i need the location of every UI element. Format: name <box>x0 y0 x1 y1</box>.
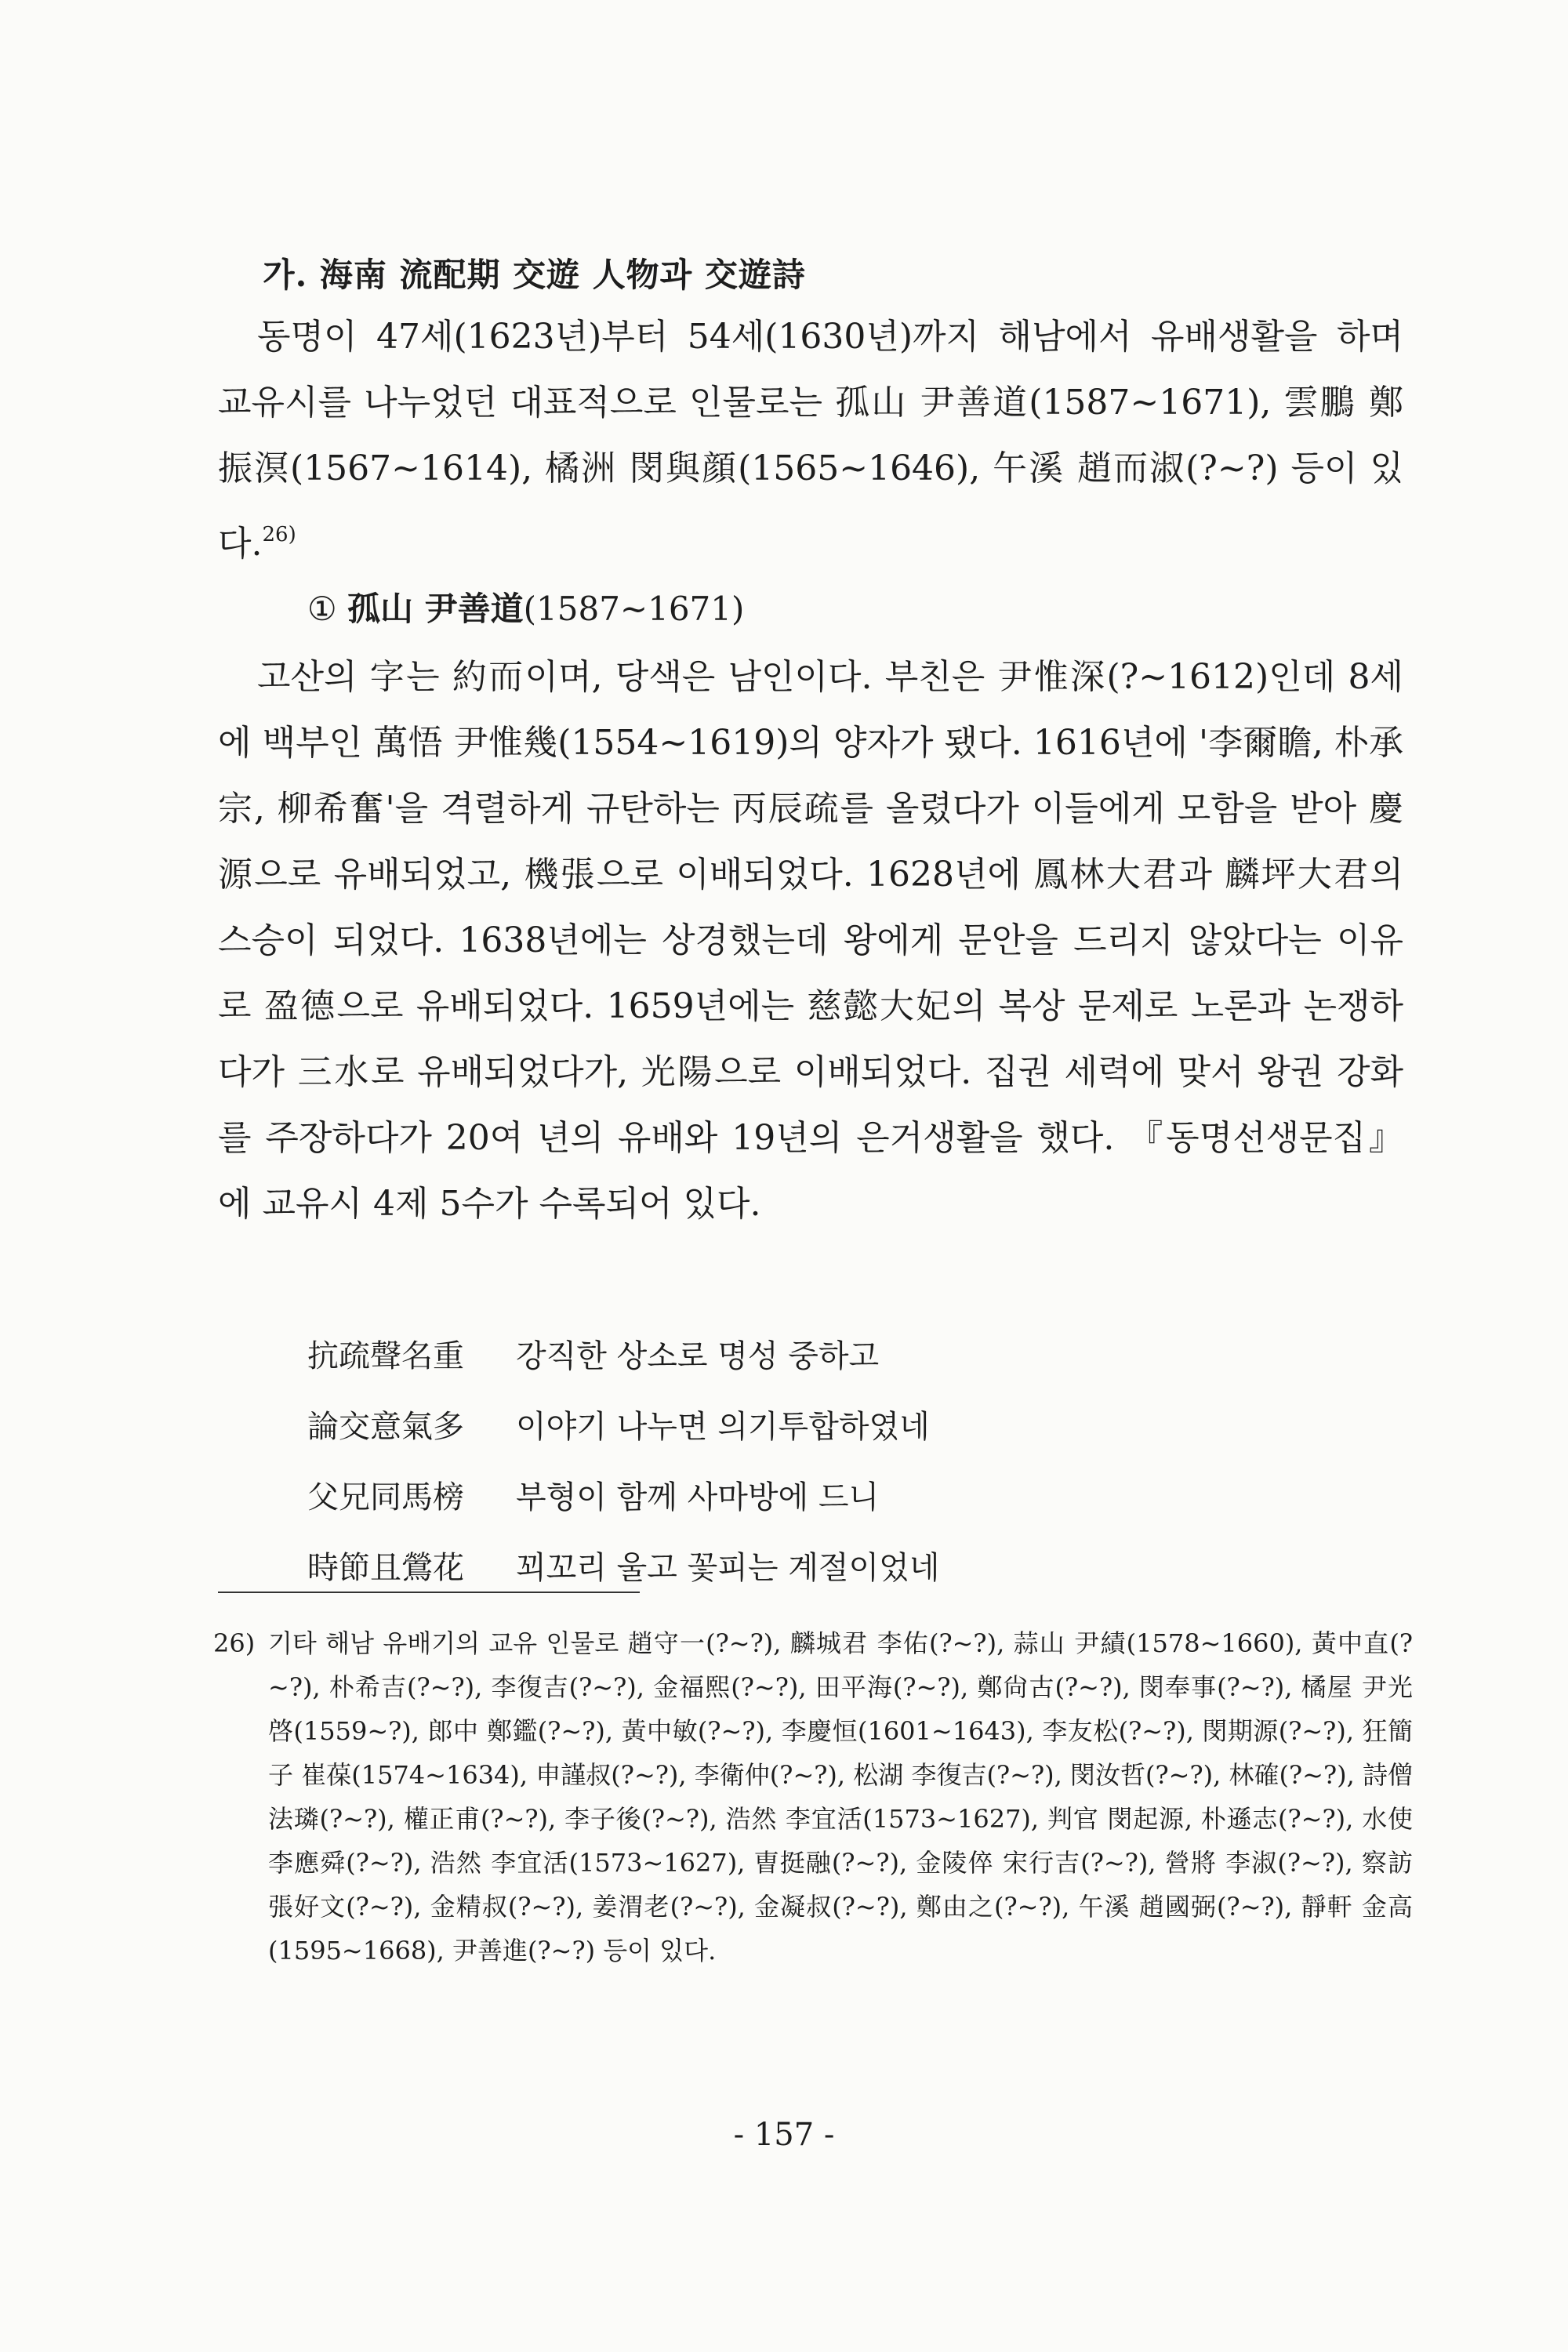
poem-line <box>307 1402 1221 1472</box>
person-paragraph: 고산의 字는 約而이며, 당색은 남인이다. 부친은 尹惟深(?~1612)인데 8세에 백부인 萬悟 尹惟幾(1554~1619)의 양자가 됐다. 1616년에 '李爾瞻, 朴承宗, 柳希奮'을 격렬하게 규탄하는 丙辰疏를 올렸다가 이들에게 모함을 받아 慶源으로 유배되었고, 機張으로 이배되었다. 1628년에 鳳林大君과 麟坪大君의 스승이 되었다. 1638년에는 상경했는데 왕에게 문안을 드리지 않았다는 이유로 盈德으로 유배되었다. 1659년에는 慈懿大妃의 복상 문제로 노론과 논쟁하다가 三水로 유배되었다가, 光陽으로 이배되었다. 집권 세력에 맞서 왕권 강화를 주장하다가 20여 년의 유배와 19년의 은거생활을 했다. 『동명선생문집』에 교유시 4제 5수가 수록되어 있다. <box>218 657 1403 1224</box>
poem-line <box>307 1331 1221 1402</box>
poem-line <box>307 1472 1221 1543</box>
footnote-divider <box>218 1592 640 1593</box>
section-heading: 가. 海南 流配期 交遊 人物과 交遊詩 <box>263 256 806 294</box>
poem-translation: 꾀꼬리 울고 꽃피는 계절이었네 <box>516 1550 940 1586</box>
poem-translation: 강직한 상소로 명성 중하고 <box>516 1338 880 1374</box>
footnote-ref: 26) <box>262 523 296 546</box>
person-heading-name: 孤山 尹善道 <box>347 590 524 628</box>
footnote-number: 26) <box>213 1628 256 1658</box>
poem-hanja: 時節且鶯花 <box>307 1550 464 1586</box>
poem-line <box>307 1543 1221 1613</box>
person-heading-years: (1587~1671) <box>523 590 745 628</box>
footnote-text: 기타 해남 유배기의 교유 인물로 趙守一(?~?), 麟城君 李佑(?~?), 蒜山 尹績(1578~1660), 黃中直(?~?), 朴希吉(?~?), 李復吉(?~?), 金福熙(?~?), 田平海(?~?), 鄭尙古(?~?), 閔奉事(?~?), 橘屋 尹光啓(1559~?), 郎中 鄭鑑(?~?), 黃中敏(?~?), 李慶恒(1601~1643), 李友松(?~?), 閔期源(?~?), 狂簡子 崔葆(1574~1634), 申謹叔(?~?), 李衛仲(?~?), 松湖 李復吉(?~?), 閔汝哲(?~?), 林確(?~?), 詩僧 法璘(?~?), 權正甫(?~?), 李子後(?~?), 浩然 李宜活(1573~1627), 判官 閔起源, 朴遜志(?~?), 水使 李應舜(?~?), 浩然 李宜活(1573~1627), 曺挺融(?~?), 金陵倅 宋行吉(?~?), 營將 李淑(?~?), 察訪 張好文(?~?), 金精叔(?~?), 姜渭老(?~?), 金凝叔(?~?), 鄭由之(?~?), 午溪 趙國弼(?~?), 靜軒 金高(1595~1668), 尹善進(?~?) 등이 있다. <box>268 1628 1413 1965</box>
person-heading-number: ① <box>307 590 337 628</box>
poem-hanja: 父兄同馬榜 <box>307 1479 464 1515</box>
person-heading <box>307 583 744 630</box>
poem-block <box>307 1331 1221 1613</box>
poem-hanja: 論交意氣多 <box>307 1409 464 1445</box>
page-number: - 157 - <box>733 2117 835 2153</box>
intro-paragraph <box>218 304 1403 577</box>
poem-translation: 부형이 함께 사마방에 드니 <box>516 1479 880 1515</box>
poem-translation: 이야기 나누면 의기투합하였네 <box>516 1409 930 1445</box>
poem-hanja: 抗疏聲名重 <box>307 1338 464 1374</box>
footnote <box>213 1621 1413 1973</box>
intro-text: 동명이 47세(1623년)부터 54세(1630년)까지 해남에서 유배생활을 하며 교유시를 나누었던 대표적으로 인물로는 孤山 尹善道(1587~1671), 雲鵬 鄭振溟(1567~1614), 橘洲 閔與顔(1565~1646), 午溪 趙而淑(?~?) 등이 있다. <box>218 317 1403 564</box>
